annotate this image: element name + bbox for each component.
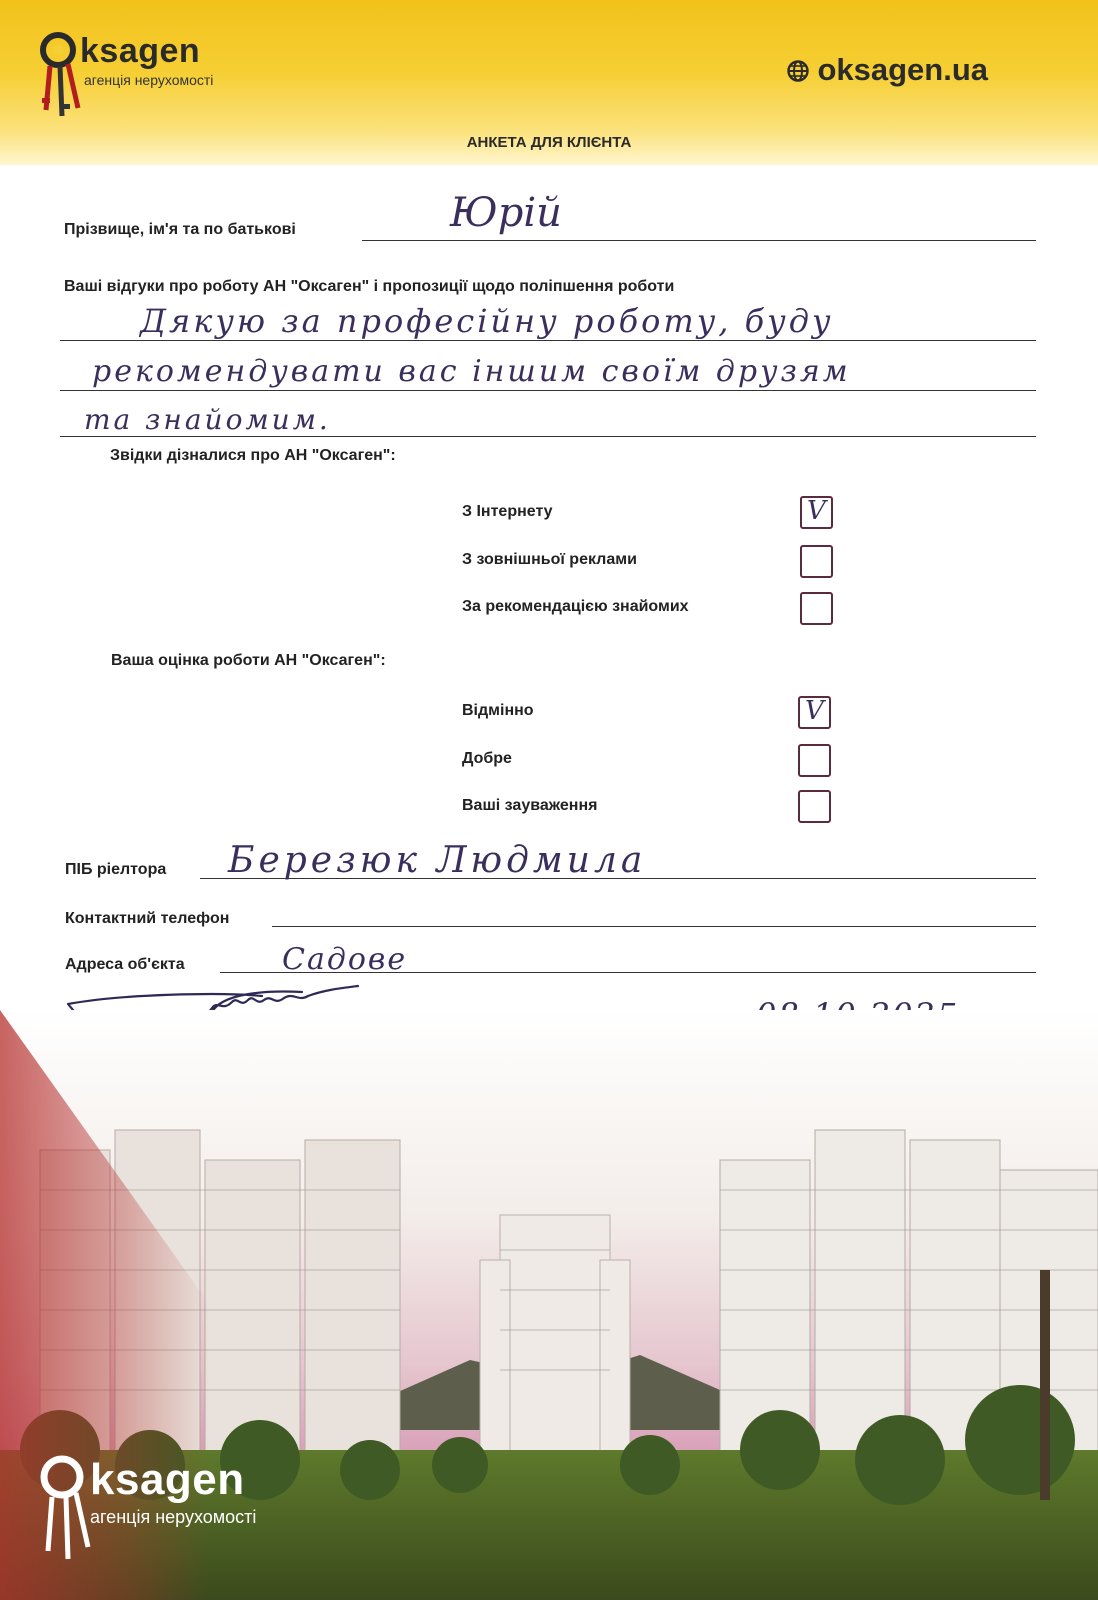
brand-logo xyxy=(38,32,248,127)
name-label: Прізвище, ім'я та по батькові xyxy=(64,221,296,238)
name-line xyxy=(362,240,1036,241)
check-mark: V xyxy=(807,496,826,526)
logo-tagline: агенція нерухомості xyxy=(84,72,214,88)
source-option-label: За рекомендацією знайомих xyxy=(462,598,689,615)
form-title: АНКЕТА ДЛЯ КЛІЄНТА xyxy=(466,134,632,151)
realtor-value[interactable]: Березюк Людмила xyxy=(228,840,647,881)
keys-icon xyxy=(38,1455,98,1565)
realtor-label: ПІБ ріелтора xyxy=(65,861,167,878)
feedback-line-3 xyxy=(60,436,1036,437)
rating-label: Ваша оцінка роботи АН "Оксаген": xyxy=(111,652,386,669)
address-value[interactable]: Садове xyxy=(282,942,408,977)
globe-icon xyxy=(787,60,809,82)
check-mark: V xyxy=(805,696,824,726)
feedback-text-1[interactable]: Дякую за професійну роботу, буду xyxy=(140,302,834,340)
rating-option-label: Відмінно xyxy=(462,702,534,719)
page-header xyxy=(0,0,1098,165)
source-option-label: З зовнішньої реклами xyxy=(462,551,637,568)
phone-label: Контактний телефон xyxy=(65,910,230,927)
rating-option-label: Ваші зауваження xyxy=(462,797,598,814)
website-text: oksagen.ua xyxy=(817,52,988,87)
website-address xyxy=(787,52,988,88)
source-referral-checkbox[interactable] xyxy=(800,592,833,625)
footer-logo-wordmark: ksagen xyxy=(90,1455,245,1504)
feedback-text-2[interactable]: рекомендувати вас іншим своїм друзям xyxy=(92,354,851,389)
source-option-label: З Інтернету xyxy=(462,503,553,520)
feedback-line-1 xyxy=(60,340,1036,341)
feedback-line-2 xyxy=(60,390,1036,391)
name-value[interactable]: Юрій xyxy=(450,190,562,236)
rating-excellent-checkbox[interactable] xyxy=(798,696,831,729)
logo-wordmark: ksagen xyxy=(80,32,201,70)
source-ads-checkbox[interactable] xyxy=(800,545,833,578)
rating-remarks-checkbox[interactable] xyxy=(798,790,831,823)
source-label: Звідки дізналися про АН "Оксаген": xyxy=(110,447,396,464)
feedback-label: Ваші відгуки про роботу АН "Оксаген" і пропозиції щодо поліпшення роботи xyxy=(64,278,675,295)
rating-option-label: Добре xyxy=(462,750,512,767)
address-label: Адреса об'єкта xyxy=(65,956,185,973)
phone-line xyxy=(272,926,1036,927)
footer-logo-tagline: агенція нерухомості xyxy=(90,1507,257,1527)
feedback-text-3[interactable]: та знайомим. xyxy=(84,403,331,436)
rating-good-checkbox[interactable] xyxy=(798,744,831,777)
source-internet-checkbox[interactable] xyxy=(800,496,833,529)
keys-icon xyxy=(38,32,86,122)
